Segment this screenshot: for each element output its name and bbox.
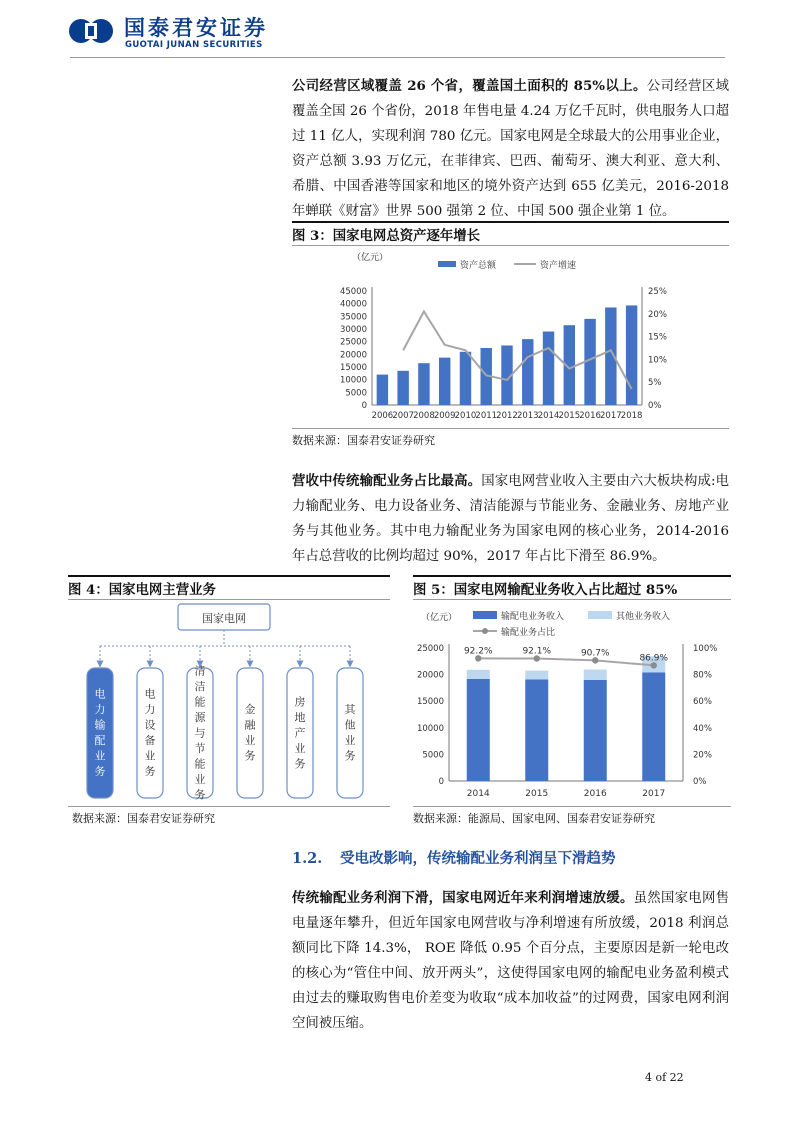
legend-label-share: 输配业务占比 <box>501 628 556 638</box>
legend-swatch-other <box>588 611 612 619</box>
paragraph-revenue-structure <box>292 469 729 569</box>
guotai-junan-logo-icon <box>68 18 114 44</box>
y-tick-label-right: 20% <box>648 309 667 320</box>
x-tick-label: 2015 <box>525 789 549 799</box>
x-tick-label: 2016 <box>583 789 607 799</box>
diagram-child-label: 电力设备业务 <box>144 687 156 778</box>
chart-unit-label: （亿元） <box>421 613 458 623</box>
bar-transmission-revenue <box>525 679 548 781</box>
x-tick-label: 2015 <box>558 411 581 421</box>
y-tick-label-right: 20% <box>693 750 712 761</box>
legend-swatch-transmission <box>473 611 497 619</box>
x-tick-label: 2017 <box>600 411 622 421</box>
x-tick-label: 2012 <box>496 411 518 421</box>
figure-4-caption: 图 4：国家电网主营业务 <box>68 582 216 598</box>
bar-total-assets <box>397 371 408 405</box>
diagram-child-label: 房地产业务 <box>294 695 306 771</box>
y-tick-label-right: 25% <box>648 287 667 297</box>
x-tick-label: 2011 <box>475 411 498 421</box>
paragraph-body: 虽然国家电网售电量逐年攀升，但近年国家电网营收与净利增速有所放缓，2018 利润总额同比下降 14.3%， ROE 降低 0.95 个百分点，主要原因是新一轮电改的核心为“管住中间、放开两头”，这使得国家电网的输配电业务盈利模式由过去的赚取购售电价差变为收取“成本加收益”的过网费，国家电网利润空间被压缩。 <box>292 891 730 1031</box>
y-tick-label-left: 30000 <box>339 325 367 335</box>
diagram-child-label: 电力输配业务 <box>94 687 106 778</box>
y-tick-label-right: 15% <box>648 332 667 343</box>
y-tick-label-right: 40% <box>693 723 712 734</box>
figure-top-rule <box>292 221 729 223</box>
share-data-label: 86.9% <box>639 653 669 664</box>
share-data-label: 92.1% <box>522 646 552 657</box>
x-tick-label: 2018 <box>620 411 643 421</box>
figure-4-source: 数据来源：国泰君安证券研究 <box>72 812 215 825</box>
paragraph-body: 国家电网营业收入主要由六大板块构成:电力输配业务、电力设备业务、清洁能源与节能业务、金融业务、房地产业务与其他业务。其中电力输配业务为国家电网的核心业务，2014-2016 年占总营收的比例均超过 90%，2017 年占比下滑至 86.9%。 <box>292 474 730 564</box>
legend-label-other: 其他业务收入 <box>616 612 671 622</box>
company-logo-english: GUOTAI JUNAN SECURITIES <box>125 40 263 50</box>
figure-3-caption: 图 3：国家电网总资产逐年增长 <box>292 228 481 244</box>
bar-transmission-revenue <box>467 679 490 781</box>
bar-total-assets <box>543 332 554 405</box>
share-data-label: 90.7% <box>580 648 610 659</box>
diagram-child-label: 清洁能源与节能业务 <box>194 664 206 802</box>
diagram-child-box <box>237 668 263 798</box>
y-tick-label-left: 10000 <box>416 723 444 734</box>
x-tick-label: 2009 <box>433 411 456 421</box>
diagram-child-label: 金融业务 <box>244 703 256 763</box>
figure-bottom-rule <box>292 428 729 429</box>
line-asset-growth <box>403 312 631 390</box>
legend-label-assets: 资产总额 <box>460 261 497 271</box>
paragraph-body: 公司经营区域覆盖全国 26 个省份，2018 年售电量 4.24 万亿千瓦时，供电服务人口超过 11 亿人，实现利润 780 亿元。国家电网是全球最大的公用事业企业，资产总额 3.93 万亿元，在菲律宾、巴西、葡萄牙、澳大利亚、意大利、希腊、中国香港等国家和地区的境外资产达到 655 亿美元，2016-2018 年蝉联《财富》世界 500 强第 2 位、中国 500 强企业第 1 位。 <box>292 79 730 219</box>
paragraph-lead: 营收中传统输配业务占比最高。 <box>292 473 482 489</box>
y-tick-label-right: 0% <box>648 401 662 411</box>
figure-bottom-rule <box>413 806 731 807</box>
section-title: 受电改影响，传统输配业务利润呈下滑趋势 <box>340 850 616 867</box>
main-business-diagram <box>68 600 390 805</box>
y-tick-label-left: 25000 <box>416 644 444 654</box>
share-data-label: 92.2% <box>463 646 493 657</box>
bar-other-revenue <box>467 670 490 679</box>
bar-transmission-revenue <box>584 680 607 781</box>
bar-total-assets <box>460 352 471 405</box>
bar-other-revenue <box>525 671 548 680</box>
figure-5-caption: 图 5：国家电网输配业务收入占比超过 85% <box>413 582 678 598</box>
figure-top-rule <box>68 575 390 577</box>
total-assets-chart <box>292 246 729 426</box>
page-number: 4 of 22 <box>645 1071 684 1084</box>
legend-swatch-assets <box>438 261 456 267</box>
bar-total-assets <box>439 358 450 405</box>
y-tick-label-left: 15000 <box>339 363 367 373</box>
x-tick-label: 2014 <box>466 789 490 799</box>
x-tick-label: 2016 <box>579 411 601 421</box>
y-tick-label-left: 15000 <box>416 697 444 708</box>
x-tick-label: 2017 <box>642 789 666 799</box>
y-tick-label-left: 40000 <box>339 299 367 310</box>
bar-total-assets <box>626 305 637 405</box>
header-divider <box>70 57 725 58</box>
x-tick-label: 2008 <box>413 411 435 421</box>
figure-bottom-rule <box>68 806 390 807</box>
bar-other-revenue <box>584 670 607 680</box>
x-tick-label: 2007 <box>392 411 414 421</box>
paragraph-profit-decline <box>292 886 729 1036</box>
bar-total-assets <box>418 363 429 405</box>
y-tick-label-right: 5% <box>648 378 662 389</box>
y-tick-label-left: 35000 <box>339 312 367 323</box>
transmission-revenue-chart <box>413 600 731 805</box>
figure-5-source: 数据来源：能源局、国家电网、国泰君安证券研究 <box>413 812 655 825</box>
y-tick-label-left: 20000 <box>416 670 444 681</box>
diagram-root-label: 国家电网 <box>202 612 246 625</box>
x-tick-label: 2006 <box>371 411 394 421</box>
bar-total-assets <box>377 375 388 405</box>
diagram-child-label: 其他业务 <box>344 703 356 763</box>
paragraph-operating-region <box>292 74 729 224</box>
x-tick-label: 2014 <box>537 411 560 421</box>
y-tick-label-right: 60% <box>693 697 712 708</box>
paragraph-lead: 公司经营区域覆盖 26 个省，覆盖国土面积的 85%以上。 <box>292 78 647 94</box>
legend-label-growth: 资产增速 <box>540 261 577 271</box>
legend-marker-share <box>482 628 488 634</box>
figure-3-source: 数据来源：国泰君安证券研究 <box>292 434 435 447</box>
section-heading <box>292 847 616 868</box>
y-tick-label-left: 0 <box>361 401 367 411</box>
section-number: 1.2. <box>292 850 323 867</box>
paragraph-lead: 传统输配业务利润下滑，国家电网近年来利润增速放缓。 <box>292 890 634 906</box>
chart-unit-label: （亿元） <box>352 253 389 263</box>
y-tick-label-left: 5000 <box>345 388 367 399</box>
y-tick-label-left: 25000 <box>339 337 367 348</box>
x-tick-label: 2010 <box>454 411 477 421</box>
y-tick-label-right: 0% <box>693 777 707 787</box>
y-tick-label-left: 10000 <box>339 375 367 386</box>
y-tick-label-left: 5000 <box>422 750 444 761</box>
figure-top-rule <box>413 575 731 577</box>
diagram-child-box <box>337 668 363 798</box>
y-tick-label-left: 0 <box>438 777 444 787</box>
y-tick-label-left: 20000 <box>339 350 367 361</box>
bar-transmission-revenue <box>642 672 665 781</box>
y-tick-label-right: 10% <box>648 355 667 366</box>
x-tick-label: 2013 <box>516 411 539 421</box>
y-tick-label-left: 45000 <box>339 287 367 297</box>
line-transmission-share <box>478 658 654 665</box>
y-tick-label-right: 80% <box>693 670 712 681</box>
y-tick-label-right: 100% <box>693 644 718 654</box>
legend-label-transmission: 输配电业务收入 <box>501 612 565 622</box>
company-logo-name: 国泰君安证券 <box>124 16 268 40</box>
bar-total-assets <box>522 339 533 405</box>
